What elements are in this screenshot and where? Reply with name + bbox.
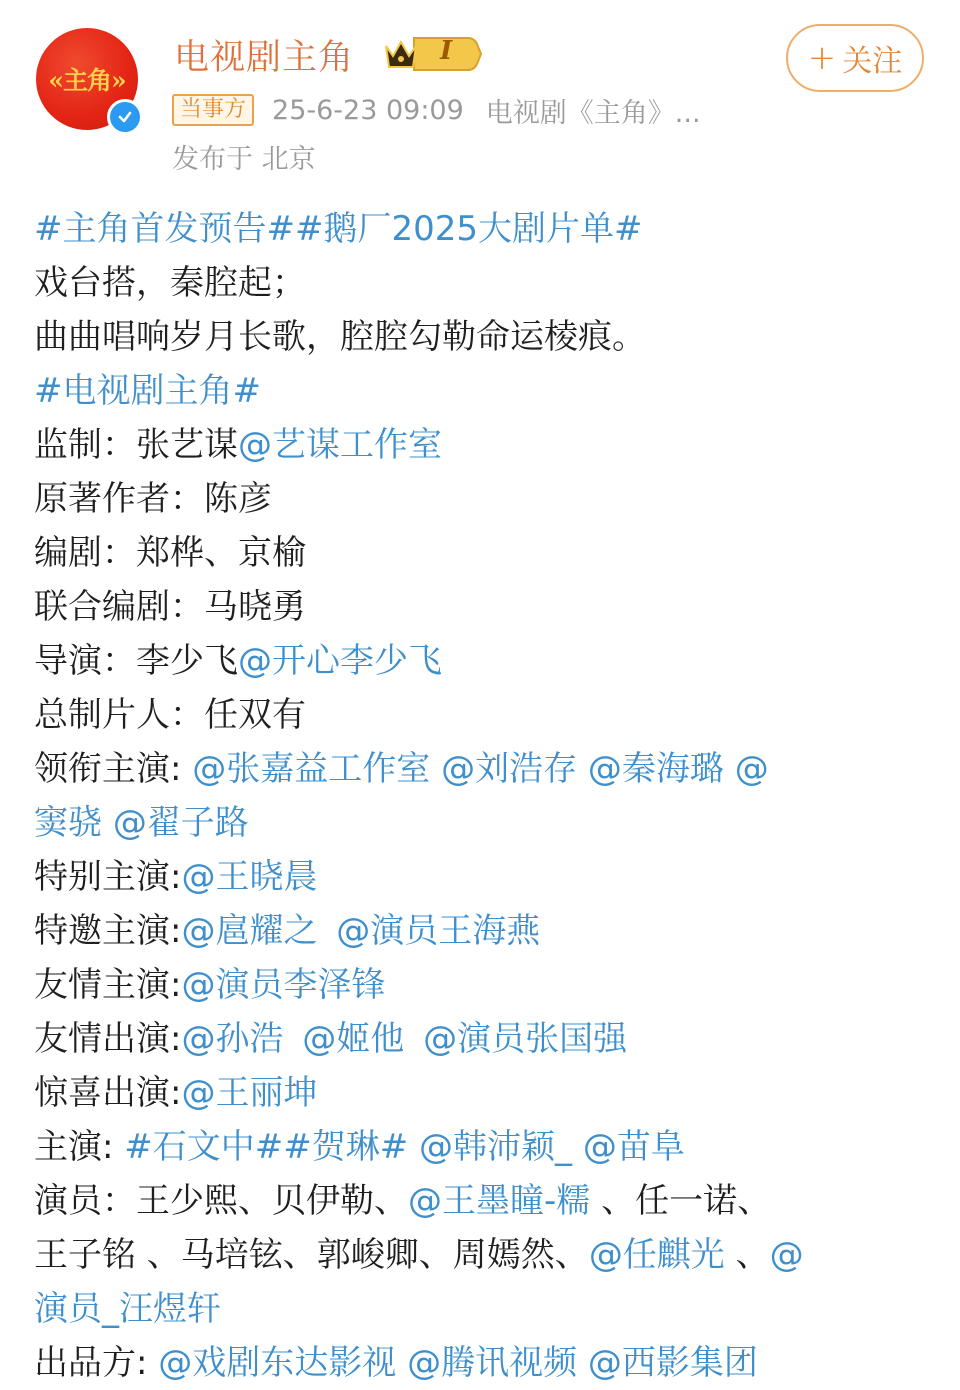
mention-link[interactable]: @ bbox=[769, 1235, 804, 1275]
mention-link[interactable]: 演员_汪煜轩 bbox=[34, 1289, 221, 1329]
mention-link[interactable]: @西影集团 bbox=[587, 1343, 758, 1383]
mention-link[interactable]: @腾讯视频 bbox=[407, 1343, 578, 1383]
content-line-18 bbox=[34, 1120, 934, 1174]
mention-link[interactable]: @ bbox=[734, 749, 769, 789]
mention-link[interactable]: @演员张国强 bbox=[423, 1019, 628, 1059]
mention-link[interactable]: @艺谋工作室 bbox=[238, 425, 442, 465]
content-line-4 bbox=[34, 364, 934, 418]
credit-label: 特邀主演: bbox=[34, 911, 182, 951]
content-line-19 bbox=[34, 1174, 934, 1228]
member-crown-icon[interactable] bbox=[382, 34, 482, 74]
avatar-logo-text: «主角» bbox=[48, 66, 126, 95]
content-text: 戏台搭，秦腔起； bbox=[34, 263, 306, 303]
content-line-6 bbox=[34, 472, 934, 526]
credit-label: 友情出演: bbox=[34, 1019, 182, 1059]
content-line-3 bbox=[34, 310, 934, 364]
post-meta bbox=[172, 92, 701, 128]
content-line-10 bbox=[34, 688, 934, 742]
credit-label: 演员：王少熙、贝伊勒、 bbox=[34, 1181, 408, 1221]
username[interactable]: 电视剧主角 bbox=[174, 38, 355, 78]
mention-link[interactable]: @韩沛颖_ bbox=[419, 1127, 573, 1167]
mention-link[interactable]: @孙浩 bbox=[181, 1019, 284, 1059]
mention-link[interactable]: @苗阜 bbox=[582, 1127, 685, 1167]
post-source[interactable]: 电视剧《主角》... bbox=[485, 97, 701, 129]
credit-label: 惊喜出演: bbox=[34, 1073, 182, 1113]
mention-link[interactable]: 窦骁 bbox=[34, 803, 102, 843]
content-line-15 bbox=[34, 958, 934, 1012]
mention-link[interactable]: @秦海璐 bbox=[587, 749, 724, 789]
content-text: 原著作者：陈彦 bbox=[34, 479, 272, 519]
content-line-13 bbox=[34, 850, 934, 904]
content-text: 联合编剧：马晓勇 bbox=[34, 587, 306, 627]
mention-link[interactable]: @开心李少飞 bbox=[238, 641, 442, 681]
mention-link[interactable]: @王丽坤 bbox=[181, 1073, 318, 1113]
level-badge-number: I bbox=[440, 36, 453, 66]
post-timestamp: 25-6-23 09:09 bbox=[272, 94, 464, 126]
content-line-5 bbox=[34, 418, 934, 472]
mention-link[interactable]: @刘浩存 bbox=[441, 749, 578, 789]
hashtag-link[interactable]: #电视剧主角# bbox=[34, 371, 261, 411]
content-line-12 bbox=[34, 796, 934, 850]
plus-icon: + bbox=[807, 38, 837, 78]
content-line-8 bbox=[34, 580, 934, 634]
hashtag-link[interactable]: #主角首发预告##鹅厂2025大剧片单# bbox=[34, 209, 643, 249]
credit-label: 特别主演: bbox=[34, 857, 182, 897]
credit-label: 主演: bbox=[34, 1127, 114, 1167]
content-line-22 bbox=[34, 1336, 934, 1390]
content-line-16 bbox=[34, 1012, 934, 1066]
party-tag-badge: 当事方 bbox=[172, 94, 254, 126]
credit-label: 友情主演: bbox=[34, 965, 182, 1005]
mention-link[interactable]: @演员王海燕 bbox=[336, 911, 541, 951]
content-line-17 bbox=[34, 1066, 934, 1120]
content-line-14 bbox=[34, 904, 934, 958]
content-text: 、 bbox=[735, 1235, 770, 1275]
mention-link[interactable]: @姬他 bbox=[302, 1019, 405, 1059]
content-line-11 bbox=[34, 742, 934, 796]
follow-button[interactable] bbox=[786, 24, 924, 92]
credit-label: 监制：张艺谋 bbox=[34, 425, 238, 465]
content-text: 总制片人：任双有 bbox=[34, 695, 306, 735]
mention-link[interactable]: @翟子路 bbox=[112, 803, 249, 843]
post-header bbox=[0, 0, 960, 180]
hashtag-link[interactable]: #石文中##贺琳# bbox=[124, 1127, 409, 1167]
verified-icon bbox=[107, 99, 143, 135]
mention-link[interactable]: @戏剧东达影视 bbox=[158, 1343, 397, 1383]
mention-link[interactable]: @扈耀之 bbox=[181, 911, 318, 951]
post-location: 发布于 北京 bbox=[172, 144, 316, 175]
mention-link[interactable]: @张嘉益工作室 bbox=[192, 749, 431, 789]
checkmark-icon bbox=[116, 108, 134, 126]
credit-label: 导演：李少飞 bbox=[34, 641, 238, 681]
content-line-21 bbox=[34, 1282, 934, 1336]
mention-link[interactable]: @王墨瞳-糯 bbox=[408, 1181, 591, 1221]
follow-label: 关注 bbox=[842, 44, 903, 79]
mention-link[interactable]: @王晓晨 bbox=[181, 857, 318, 897]
content-line-2 bbox=[34, 256, 934, 310]
content-line-20 bbox=[34, 1228, 934, 1282]
content-line-1 bbox=[34, 202, 934, 256]
credit-label: 出品方: bbox=[34, 1343, 148, 1383]
mention-link[interactable]: @任麒光 bbox=[588, 1235, 725, 1275]
post-content bbox=[34, 202, 934, 1390]
content-line-9 bbox=[34, 634, 934, 688]
content-text: 编剧：郑桦、京榆 bbox=[34, 533, 306, 573]
content-text: 、任一诺、 bbox=[601, 1181, 772, 1221]
content-text: 曲曲唱响岁月长歌，腔腔勾勒命运棱痕。 bbox=[34, 317, 646, 357]
content-text: 王子铭 、马培铉、郭峻卿、周嫣然、 bbox=[34, 1235, 589, 1275]
content-line-7 bbox=[34, 526, 934, 580]
credit-label: 领衔主演: bbox=[34, 749, 182, 789]
mention-link[interactable]: @演员李泽锋 bbox=[181, 965, 386, 1005]
